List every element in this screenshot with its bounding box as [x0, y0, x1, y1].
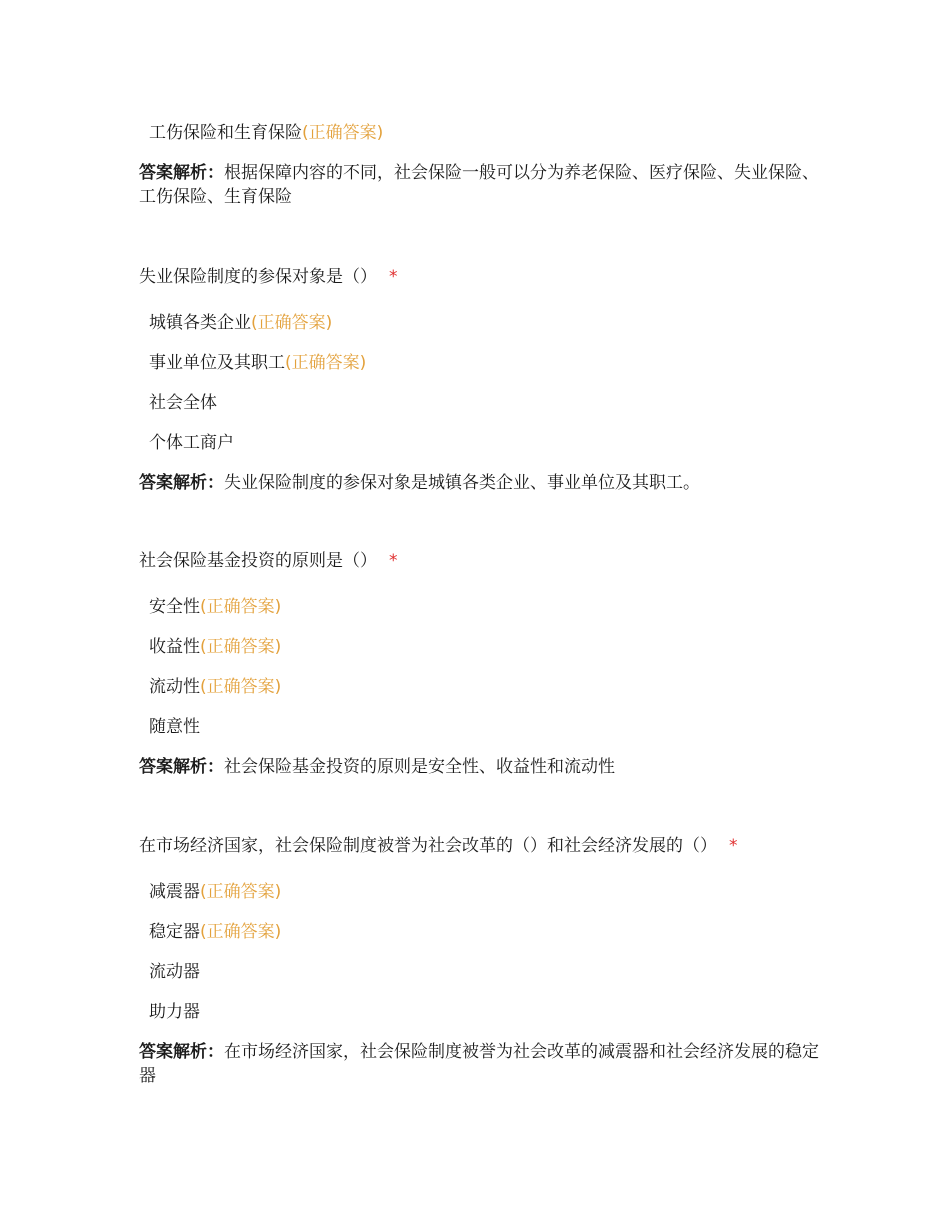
option-item	[149, 881, 281, 903]
option-text: 助力器	[149, 1002, 200, 1022]
required-asterisk: *	[389, 267, 398, 287]
option-item	[149, 432, 234, 454]
question-title	[139, 266, 398, 288]
option-item	[149, 636, 281, 658]
option-item	[149, 921, 281, 943]
explanation-text: 根据保障内容的不同，社会保险一般可以分为养老保险、医疗保险、失业保险、工伤保险、生育保险	[139, 163, 819, 207]
option-text: 随意性	[149, 717, 200, 737]
explanation-label: 答案解析：	[139, 163, 224, 183]
option-item	[149, 392, 217, 414]
option-item	[149, 961, 200, 983]
option-text: 工伤保险和生育保险	[149, 123, 302, 143]
option-item	[149, 122, 383, 144]
option-item	[149, 1001, 200, 1023]
correct-answer-tag: (正确答案)	[200, 597, 282, 617]
answer-explanation	[139, 161, 819, 209]
correct-answer-tag: (正确答案)	[200, 677, 282, 697]
question-text: 社会保险基金投资的原则是（）	[139, 551, 377, 571]
question-title	[139, 835, 738, 857]
option-item	[149, 352, 366, 374]
explanation-label: 答案解析：	[139, 1042, 224, 1062]
explanation-text: 在市场经济国家，社会保险制度被誉为社会改革的减震器和社会经济发展的稳定器	[139, 1042, 819, 1086]
correct-answer-tag: (正确答案)	[200, 637, 282, 657]
required-asterisk: *	[389, 551, 398, 571]
answer-explanation	[139, 1040, 819, 1088]
question-text: 在市场经济国家，社会保险制度被誉为社会改革的（）和社会经济发展的（）	[139, 836, 717, 856]
correct-answer-tag: (正确答案)	[302, 123, 384, 143]
option-text: 收益性	[149, 637, 200, 657]
option-item	[149, 596, 281, 618]
option-text: 事业单位及其职工	[149, 353, 285, 373]
question-title	[139, 550, 398, 572]
correct-answer-tag: (正确答案)	[200, 882, 282, 902]
option-text: 社会全体	[149, 393, 217, 413]
option-text: 流动性	[149, 677, 200, 697]
option-text: 减震器	[149, 882, 200, 902]
option-item	[149, 312, 332, 334]
explanation-text: 失业保险制度的参保对象是城镇各类企业、事业单位及其职工。	[224, 473, 700, 493]
correct-answer-tag: (正确答案)	[251, 313, 333, 333]
required-asterisk: *	[729, 836, 738, 856]
answer-explanation	[139, 755, 819, 779]
correct-answer-tag: (正确答案)	[200, 922, 282, 942]
option-text: 个体工商户	[149, 433, 234, 453]
correct-answer-tag: (正确答案)	[285, 353, 367, 373]
question-text: 失业保险制度的参保对象是（）	[139, 267, 377, 287]
option-item	[149, 676, 281, 698]
option-item	[149, 716, 200, 738]
option-text: 安全性	[149, 597, 200, 617]
option-text: 流动器	[149, 962, 200, 982]
option-text: 稳定器	[149, 922, 200, 942]
answer-explanation	[139, 471, 819, 495]
explanation-label: 答案解析：	[139, 757, 224, 777]
explanation-text: 社会保险基金投资的原则是安全性、收益性和流动性	[224, 757, 615, 777]
explanation-label: 答案解析：	[139, 473, 224, 493]
option-text: 城镇各类企业	[149, 313, 251, 333]
